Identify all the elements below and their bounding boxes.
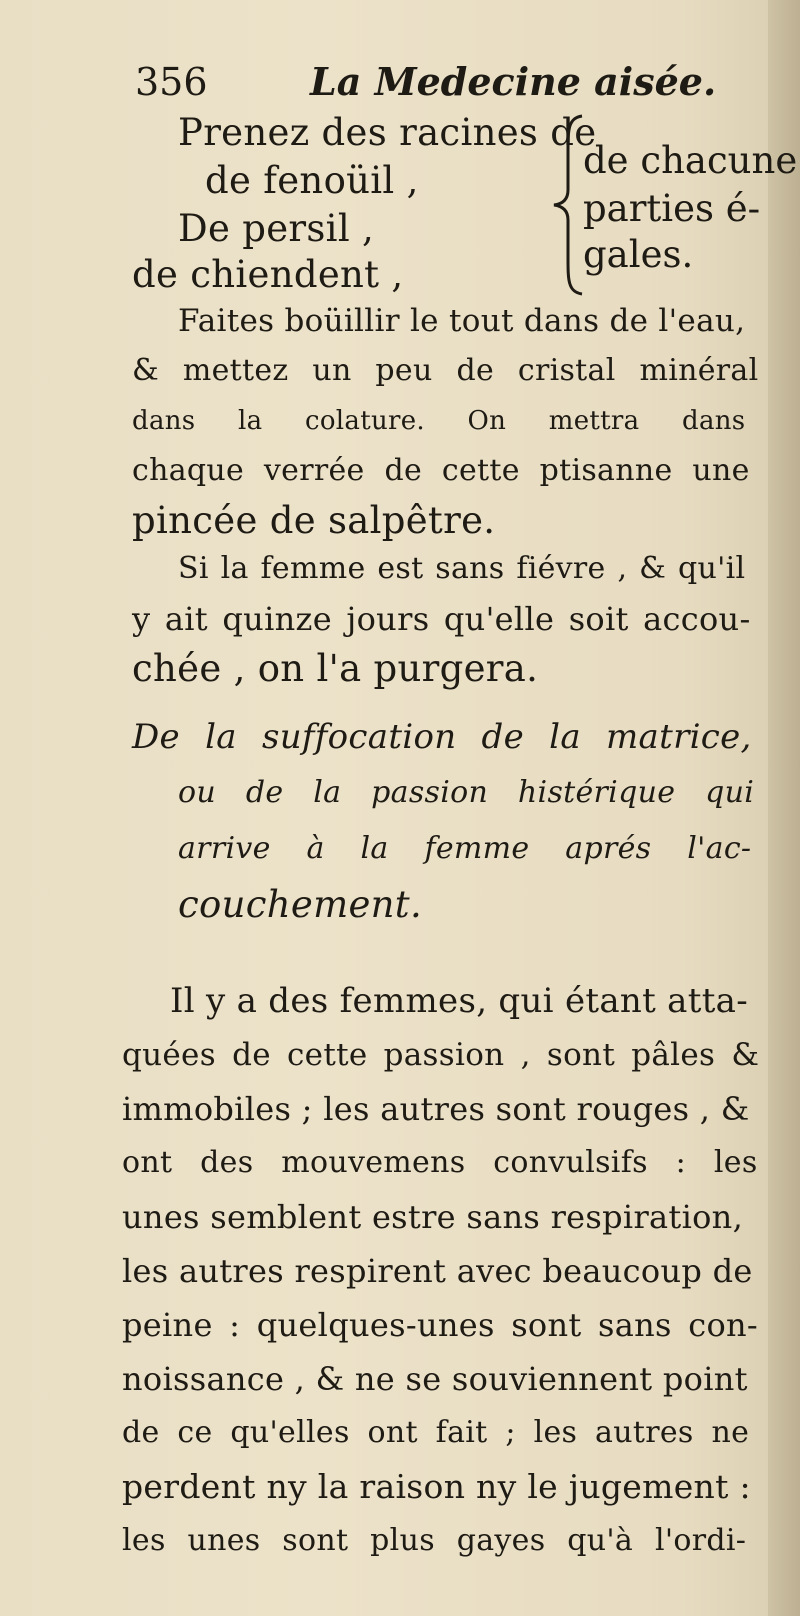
recipe-line: de chiendent ,	[132, 253, 404, 296]
text-line: noissance , & ne se souviennent point	[122, 1360, 748, 1398]
text-line: pincée de salpêtre.	[132, 499, 496, 542]
text-line: perdent ny la raison ny le jugement :	[122, 1467, 751, 1506]
text-line: Si la femme est sans fiévre , & qu'il	[178, 551, 746, 586]
brace-text: gales.	[583, 233, 694, 276]
text-line: les unes sont plus gayes qu'à l'ordi-	[122, 1523, 747, 1558]
text-line: quées de cette passion , sont pâles &	[122, 1037, 760, 1073]
text-line: unes semblent estre sans respiration,	[122, 1198, 744, 1236]
text-line: ont des mouvemens convulsifs : les	[122, 1145, 758, 1180]
text-line: dans la colature. On mettra dans	[132, 406, 746, 436]
text-line: y ait quinze jours qu'elle soit accou-	[132, 600, 751, 638]
brace-text: de chacune	[583, 139, 798, 182]
text-line: les autres respirent avec beaucoup de	[122, 1252, 753, 1290]
recipe-line: De persil ,	[178, 207, 375, 250]
section-heading-line: ou de la passion histérique qui	[178, 775, 755, 810]
page-number: 356	[135, 60, 208, 104]
text-line: immobiles ; les autres sont rouges , &	[122, 1090, 750, 1128]
text-line: chaque verrée de cette ptisanne une	[132, 453, 750, 488]
text-line: Il y a des femmes, qui étant atta-	[170, 981, 749, 1021]
brace-text: parties é-	[583, 187, 761, 230]
text-line: & mettez un peu de cristal minéral	[132, 353, 759, 388]
text-line: peine : quelques-unes sont sans con-	[122, 1306, 759, 1344]
section-heading-line: couchement.	[178, 883, 423, 926]
running-title: La Medecine aisée.	[310, 59, 717, 104]
text-line: de ce qu'elles ont fait ; les autres ne	[122, 1415, 750, 1450]
text-line: chée , on l'a purgera.	[132, 647, 539, 690]
running-header	[135, 52, 717, 112]
recipe-line: Prenez des racines de	[178, 111, 597, 154]
section-heading-line: De la suffocation de la matrice,	[132, 717, 752, 757]
text-line: Faites boüillir le tout dans de l'eau,	[178, 303, 746, 339]
recipe-line: de fenoüil ,	[205, 159, 419, 202]
page-edge	[768, 0, 800, 1616]
curly-brace-icon	[548, 112, 588, 298]
section-heading-line: arrive à la femme aprés l'ac-	[178, 831, 752, 866]
